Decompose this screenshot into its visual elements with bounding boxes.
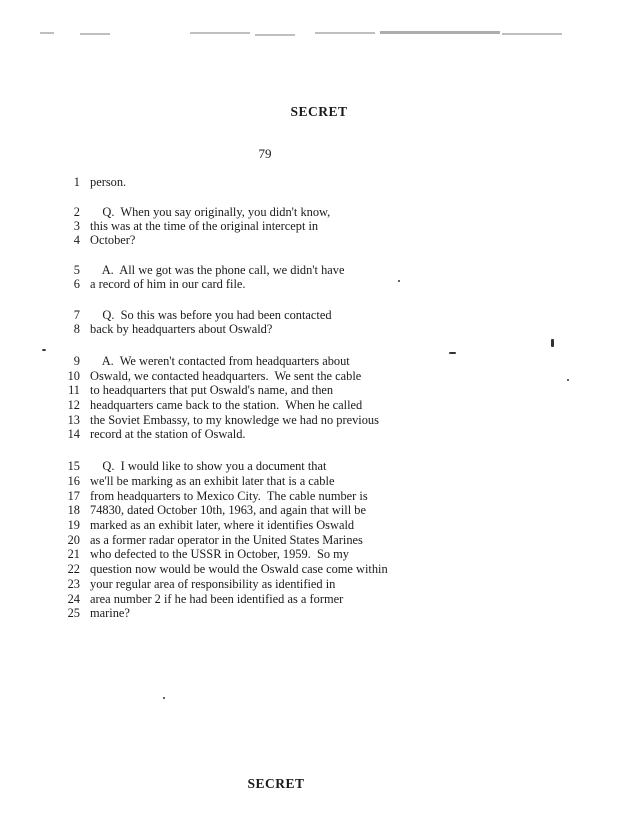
page-number: 79 — [258, 146, 272, 161]
line-number: 19 — [67, 518, 80, 532]
line-text: Q. I would like to show you a document that — [90, 459, 327, 473]
line-number: 18 — [67, 503, 80, 517]
line-number: 10 — [67, 369, 80, 383]
line-text: record at the station of Oswald. — [90, 427, 246, 441]
scan-speck — [449, 352, 456, 354]
line-number: 4 — [73, 233, 80, 247]
line-number: 5 — [73, 263, 80, 277]
scan-speck — [398, 280, 400, 282]
line-number: 2 — [73, 205, 80, 219]
line-text: to headquarters that put Oswald's name, and then — [90, 383, 334, 397]
scan-speck — [567, 379, 569, 381]
line-number: 16 — [67, 474, 80, 488]
line-text: person. — [90, 175, 127, 189]
line-number: 1 — [73, 175, 80, 189]
line-number: 14 — [67, 427, 80, 441]
line-number: 12 — [67, 398, 80, 412]
line-number: 22 — [67, 562, 80, 576]
line-text: we'll be marking as an exhibit later that is a cable — [90, 474, 335, 488]
line-text: question now would be would the Oswald case come within — [90, 562, 388, 576]
line-number: 8 — [73, 322, 80, 336]
line-number: 11 — [68, 383, 80, 397]
classification-footer: SECRET — [247, 776, 305, 791]
line-text: a record of him in our card file. — [90, 277, 246, 291]
scan-noise-strip — [40, 26, 580, 40]
line-text: who defected to the USSR in October, 1959. So my — [90, 547, 349, 561]
line-text: marine? — [90, 606, 130, 620]
line-text: A. All we got was the phone call, we didn't have — [90, 263, 345, 277]
line-text: October? — [90, 233, 136, 247]
line-number: 23 — [67, 577, 80, 591]
line-number: 25 — [67, 606, 80, 620]
line-number: 9 — [73, 354, 80, 368]
scan-speck — [163, 697, 165, 699]
line-text: back by headquarters about Oswald? — [90, 322, 273, 336]
line-text: Oswald, we contacted headquarters. We sent the cable — [90, 369, 362, 383]
line-text: Q. So this was before you had been contacted — [90, 308, 332, 322]
line-text: A. We weren't contacted from headquarters about — [90, 354, 350, 368]
line-text: area number 2 if he had been identified as a former — [90, 592, 344, 606]
line-number: 6 — [73, 277, 80, 291]
line-number: 3 — [73, 219, 80, 233]
line-text: 74830, dated October 10th, 1963, and again that will be — [90, 503, 366, 517]
classification-header: SECRET — [290, 104, 348, 119]
line-number: 15 — [67, 459, 80, 473]
line-number: 7 — [73, 308, 80, 322]
line-text: as a former radar operator in the United States Marines — [90, 533, 363, 547]
line-text: Q. When you say originally, you didn't know, — [90, 205, 331, 219]
line-text: this was at the time of the original intercept in — [90, 219, 319, 233]
line-number: 21 — [67, 547, 80, 561]
line-number: 24 — [67, 592, 80, 606]
line-number: 17 — [67, 489, 80, 503]
scan-speck — [42, 349, 46, 351]
line-text: marked as an exhibit later, where it identifies Oswald — [90, 518, 355, 532]
line-text: from headquarters to Mexico City. The cable number is — [90, 489, 368, 503]
line-text: your regular area of responsibility as identified in — [90, 577, 336, 591]
line-text: headquarters came back to the station. When he called — [90, 398, 363, 412]
line-text: the Soviet Embassy, to my knowledge we had no previous — [90, 413, 379, 427]
line-number: 20 — [67, 533, 80, 547]
line-number: 13 — [67, 413, 80, 427]
scan-speck — [551, 339, 554, 347]
